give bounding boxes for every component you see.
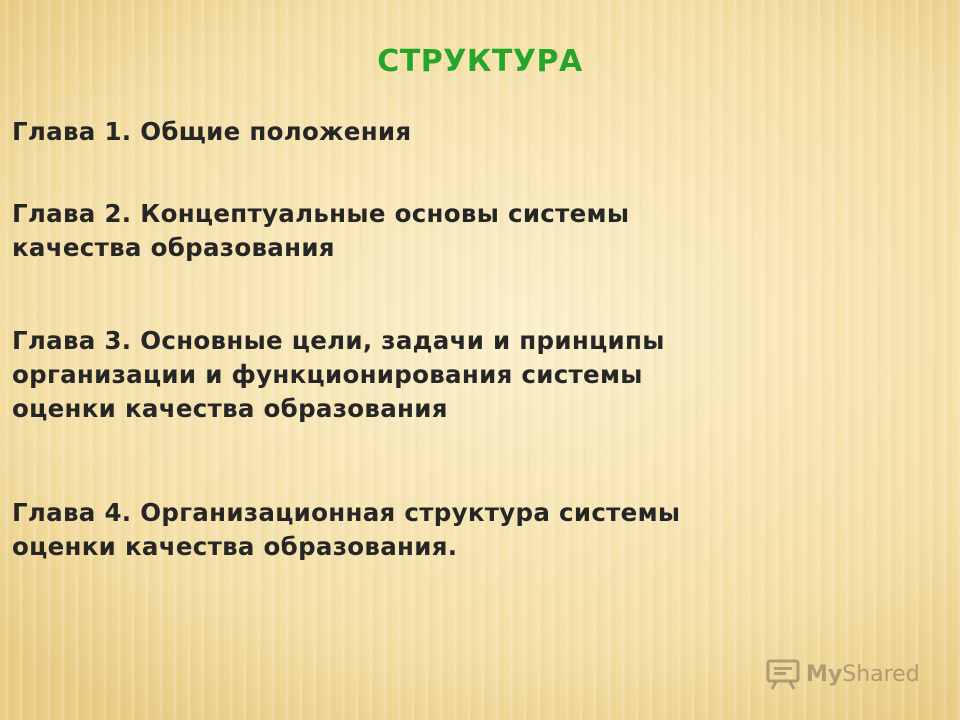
chapter-3-line-1: Глава 3. Основные цели, задачи и принципы [12, 326, 665, 355]
watermark-brand-rest: Shared [842, 661, 920, 687]
chapter-1-line-1: Глава 1. Общие положения [12, 117, 412, 146]
slide-title: СТРУКТУРА [377, 44, 583, 79]
chapter-4 [12, 496, 942, 564]
chapter-2-line-1: Глава 2. Концептуальные основы системы [12, 199, 630, 228]
myshared-watermark [766, 654, 920, 694]
chapter-2-line-2: качества образования [12, 233, 335, 262]
presentation-board-icon [766, 658, 800, 690]
chapter-3-line-3: оценки качества образования [12, 394, 448, 423]
chapter-4-line-1: Глава 4. Организационная структура системы [12, 498, 681, 527]
chapter-2 [12, 197, 942, 265]
chapter-3-line-2: организации и функционирования системы [12, 360, 643, 389]
chapter-1 [12, 115, 942, 149]
watermark-brand-my: My [806, 661, 843, 687]
chapter-3 [12, 324, 942, 426]
chapter-4-line-2: оценки качества образования. [12, 532, 458, 561]
